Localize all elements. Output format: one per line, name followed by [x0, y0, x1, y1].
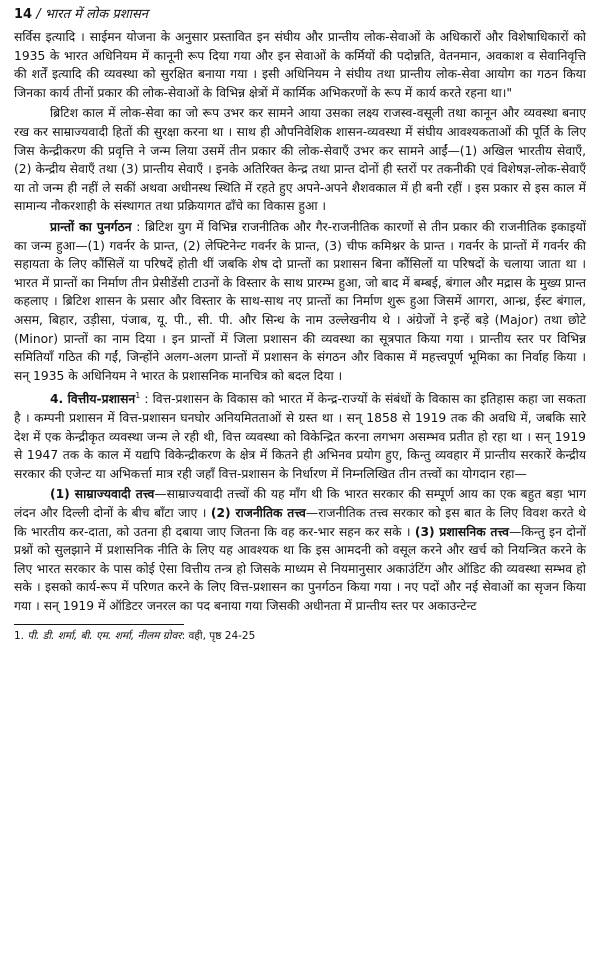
footnote-number: 1.	[14, 629, 25, 642]
running-title: भारत में लोक प्रशासन	[44, 7, 148, 22]
page-number: 14	[14, 7, 33, 22]
paragraph-3	[14, 218, 586, 385]
footnote-ref: 1	[135, 391, 141, 401]
paragraph-4-text: : वित्त-प्रशासन के विकास को भारत में केन्द्र-राज्यों के संबंधों के विकास का इतिहास कहा जा सकता है । कम्पनी प्रशासन में वित्त-प्रशासन घनघोर अनियमितताओं से ग्रस्त था । सन् 1858 से 1919 तक की अवधि में, जबकि सारे देश में एक केन्द्रीकृत व्यवस्था जन्म ले रही थी, वित्त व्यवस्था को विकेन्द्रित करना लगभग असम्भव प्रतीत हो रहा था । सन् 1919 से 1947 तक के काल में यद्यपि विकेन्द्रीकरण के क्षेत्र में कितने ही अभिनव प्रयोग हुए, किन्तु व्यवहार में प्रान्तीय सरकारें केन्द्रीय सरकार की एजेन्ट या अभिकर्त्ता मात्र रही जहाँ वित्त-प्रशासन के निर्धारण में निम्नलिखित तीन तत्त्वों का योगदान रहा—	[14, 392, 586, 481]
paragraph-3-text: : ब्रिटिश युग में विभिन्न राजनीतिक और गैर-राजनीतिक कारणों से तीन प्रकार की राजनीतिक इकाइयों का जन्म हुआ—(1) गवर्नर के प्रान्त, (2) लेफ्टिनेन्ट गवर्नर के प्रान्त, (3) चीफ कमिश्नर के प्रान्त । गवर्नर के प्रान्तों में गवर्नर की सहायता के लिए कौंसिलें या परिषदें होती थीं जबकि शेष दो प्रान्तों का प्रशासन बिना कौंसिलों या परिषदों के चलाया जाता था । भारत में प्रान्तों का निर्माण तीन प्रेसीडेंसी टाउनों के विस्तार के साथ प्रारम्भ हुआ, जो बाद में बम्बई, बंगाल और मद्रास के मुख्य प्रान्त कहलाए । ब्रिटिश शासन के प्रसार और विस्तार के साथ-साथ नए प्रान्तों का निर्माण शुरू हुआ जिसमें आगरा, आन्ध्र, ईस्ट बंगाल, असम, बिहार, उड़ीसा, पंजाब, यू. पी., सी. पी. और सिन्ध के नाम उल्लेखनीय थे । अंग्रेजों ने इन्हें बड़े (Major) तथा छोटे (Minor) प्रान्तों का नाम दिया । इन प्रान्तों में जिला प्रशासन की व्यवस्था का सूत्रपात किया गया । प्रान्तीय स्तर पर विभिन्न समितियाँ गठित की गईं, जिन्होंने अलग-अलग प्रान्तों में प्रशासन के संगठन और विकास में महत्त्वपूर्ण भूमिका का निर्वाह किया । सन् 1935 के अधिनियम ने भारत के प्रशासनिक मानचित्र को बदल दिया ।	[14, 219, 586, 383]
section-heading-provinces: प्रान्तों का पुनर्गठन	[50, 219, 132, 234]
footnote-divider	[14, 624, 184, 625]
element-administrative-text: —किन्तु इन दोनों प्रश्नों को सुलझाने में प्रशासनिक नीति के लिए यह आवश्यक था कि इस आमदनी को वसूल करने और खर्च को नियन्त्रित करने के लिए भारत सरकार के पास कोई ऐसा वित्तीय तन्त्र हो जिसके माध्यम से नियमानुसार अकाउंटिंग और ऑडिट की व्यवस्था सम्भव हो सके । इसको कार्य-रूप में परिणत करने के लिए वित्त-प्रशासन का पुनर्गठन किया गया । नए पदों और नई सेवाओं का सृजन किया गया । सन् 1919 में ऑडिटर जनरल का पद बनाया गया जिसकी अधीनता में प्रान्तीय स्तर पर अकाउन्टेन्ट	[14, 524, 586, 613]
paragraph-4	[14, 387, 586, 483]
footnote	[14, 629, 586, 643]
paragraph-5	[14, 485, 586, 615]
footnote-authors: पी. डी. शर्मा, बी. एम. शर्मा, नीलम ग्रोवर	[27, 629, 182, 642]
element-imperialist-heading: (1) साम्राज्यवादी तत्त्व	[50, 487, 155, 502]
element-administrative-heading: (3) प्रशासनिक तत्त्व	[414, 524, 509, 539]
paragraph-2	[14, 104, 586, 216]
footnote-citation: : वही, पृष्ठ 24-25	[181, 629, 256, 642]
running-header	[14, 6, 586, 24]
element-imperialist-text: —साम्राज्यवादी तत्त्वों की यह माँग थी कि भारत सरकार की सम्पूर्ण आय का एक बहुत बड़ा भाग लंदन और दिल्ली दोनों के बीच बाँटा जाए ।	[14, 487, 587, 520]
section-heading-finance: 4. वित्तीय-प्रशासन	[50, 392, 136, 407]
header-separator: /	[36, 7, 41, 22]
paragraph-1-text: सर्विस इत्यादि । साईमन योजना के अनुसार प्रस्तावित इन संघीय और प्रान्तीय लोक-सेवाओं के अधिकारों और विशेषाधिकारों को 1935 के भारत अधिनियम में कानूनी रूप दिया गया और इन सेवाओं के कर्मियों की पदोन्नति, वेतनमान, अवकाश व सेवानिवृत्ति की शर्तें इत्यादि की व्यवस्था को सुरक्षित बनाया गया । इसी अधिनियम ने संघीय तथा प्रान्तीय लोक-सेवा आयोग का गठन किया जिनका कार्य तीनों प्रकार की लोक-सेवाओं के विभिन्न क्षेत्रों में कार्मिक अभिकरणों के रूप में कार्य करते रहना था।"	[14, 30, 586, 100]
element-political-heading: (2) राजनीतिक तत्त्व	[210, 505, 306, 520]
element-political-text: —राजनीतिक तत्त्व सरकार को इस बात के लिए विवश करते थे कि भारतीय कर-दाता, को उतना ही दबाया जाए जितना कि वह कर-भार सहन कर सके ।	[14, 505, 586, 539]
paragraph-2-text: ब्रिटिश काल में लोक-सेवा का जो रूप उभर कर सामने आया उसका लक्ष्य राजस्व-वसूली तथा कानून और व्यवस्था बनाए रख कर साम्राज्यवादी हितों की सुरक्षा करना था । साथ ही औपनिवेशिक शासन-व्यवस्था में संघीय आवश्यकताओं की पूर्ति के लिए जिस केन्द्रीकरण की प्रवृत्ति ने जन्म लिया उसमें तीन प्रकार की लोक-सेवाएँ उभर कर सामने आईं—(1) अखिल भारतीय सेवाएँ, (2) केन्द्रीय सेवाएँ तथा (3) प्रान्तीय सेवाएँ । इनके अतिरिक्त केन्द्र तथा प्रान्त दोनों ही स्तरों पर तकनीकी एवं विशेषज्ञ-लोक-सेवाएँ या तो जन्म ही नहीं ले सकीं अथवा अधीनस्थ स्थिति में रहते हुए अपने-अपने शैशवकाल में ही बनी रहीं । इस प्रकार से इस काल में सामान्य नौकरशाही के संस्थागत तथा प्रक्रियागत ढाँचे का विकास हुआ ।	[14, 106, 586, 214]
paragraph-1	[14, 28, 586, 102]
